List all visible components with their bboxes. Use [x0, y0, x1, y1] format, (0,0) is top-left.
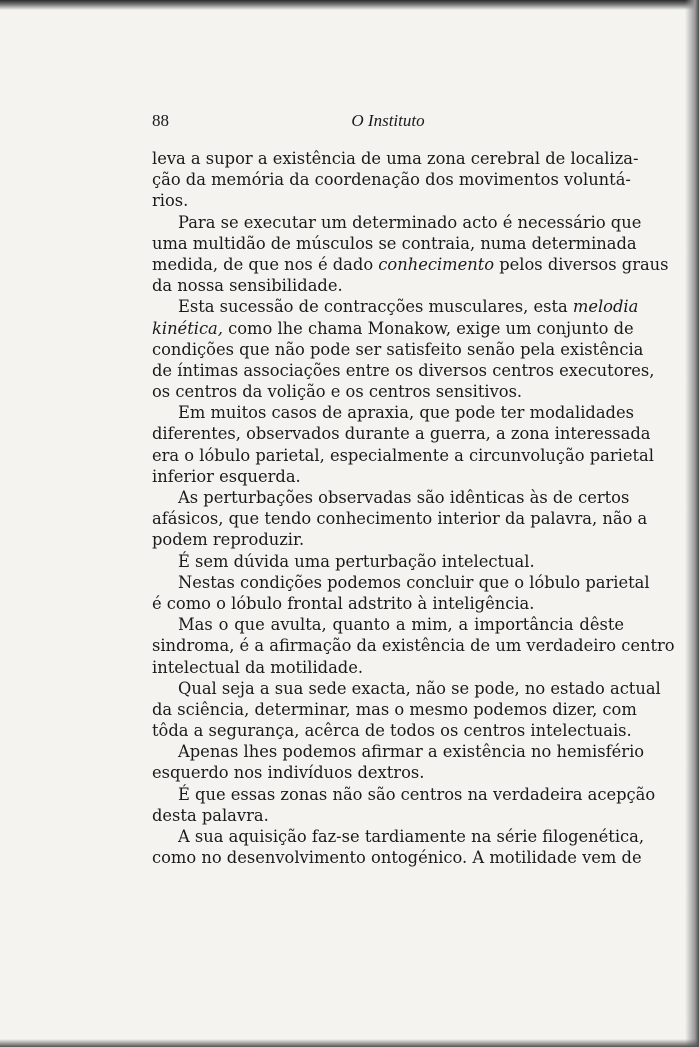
text-line: diferentes, observados durante a guerra, a zona interessada: [152, 424, 651, 444]
text-line: tôda a segurança, acêrca de todos os centros intelectuais.: [152, 721, 632, 741]
text-line: Qual seja a sua sede exacta, não se pode, no estado actual: [178, 678, 661, 698]
text-line: rios.: [152, 191, 189, 211]
text-line: medida, de que nos é dado conhecimento pelos diversos graus: [152, 254, 669, 274]
running-title: O Instituto: [351, 111, 425, 130]
text-line: condições que não pode ser satisfeito senão pela existência: [152, 339, 644, 359]
text-line: de íntimas associações entre os diversos centros executores,: [152, 360, 655, 380]
text-line: intelectual da motilidade.: [152, 657, 364, 677]
text-line: era o lóbulo parietal, especialmente a circunvolução parietal: [152, 445, 654, 465]
text-line: A sua aquisição faz-se tardiamente na série filogenética,: [178, 827, 645, 846]
text-line: desta palavra.: [152, 805, 269, 825]
text-line: Nestas condições podemos concluir que o lóbulo parietal: [178, 572, 650, 592]
page-top-edge: [0, 0, 699, 10]
text-line: é como o lóbulo frontal adstrito à inteligência.: [152, 593, 535, 613]
text-line: Esta sucessão de contracções musculares, esta melodia: [178, 297, 639, 317]
text-line: inferior esquerda.: [152, 466, 301, 486]
text-line: Mas o que avulta, quanto a mim, a importância dêste: [178, 615, 624, 635]
page-number: 88: [152, 111, 169, 130]
text-line: da sciência, determinar, mas o mesmo podemos dizer, com: [152, 699, 637, 719]
running-header: [152, 111, 624, 135]
text-line: Em muitos casos de apraxia, que pode ter modalidades: [178, 403, 634, 423]
body-text: [152, 148, 675, 868]
text-line: Para se executar um determinado acto é necessário que: [178, 212, 642, 232]
text-line: esquerdo nos indivíduos dextros.: [152, 763, 425, 783]
text-line: leva a supor a existência de uma zona cerebral de localiza-: [152, 149, 639, 168]
page-bottom-edge: [0, 1039, 699, 1047]
text-line: podem reproduzir.: [152, 530, 305, 550]
text-line: As perturbações observadas são idênticas às de certos: [178, 488, 630, 507]
text-line: kinética, como lhe chama Monakow, exige um conjunto de: [152, 318, 634, 338]
text-line: É sem dúvida uma perturbação intelectual.: [178, 551, 535, 571]
text-line: da nossa sensibilidade.: [152, 276, 343, 296]
text-line: uma multidão de músculos se contraia, numa determinada: [152, 233, 637, 253]
text-line: ção da memória da coordenação dos movimentos voluntá-: [152, 170, 631, 190]
text-line: É que essas zonas não são centros na verdadeira acepção: [178, 784, 656, 804]
text-line: os centros da volição e os centros sensitivos.: [152, 382, 523, 402]
text-line: como no desenvolvimento ontogénico. A motilidade vem de: [152, 848, 642, 868]
text-line: Apenas lhes podemos afirmar a existência no hemisfério: [178, 742, 645, 762]
text-line: afásicos, que tendo conhecimento interior da palavra, não a: [152, 509, 648, 529]
page-right-edge: [685, 0, 699, 1047]
text-line: sindroma, é a afirmação da existência de um verdadeiro centro: [152, 636, 675, 656]
